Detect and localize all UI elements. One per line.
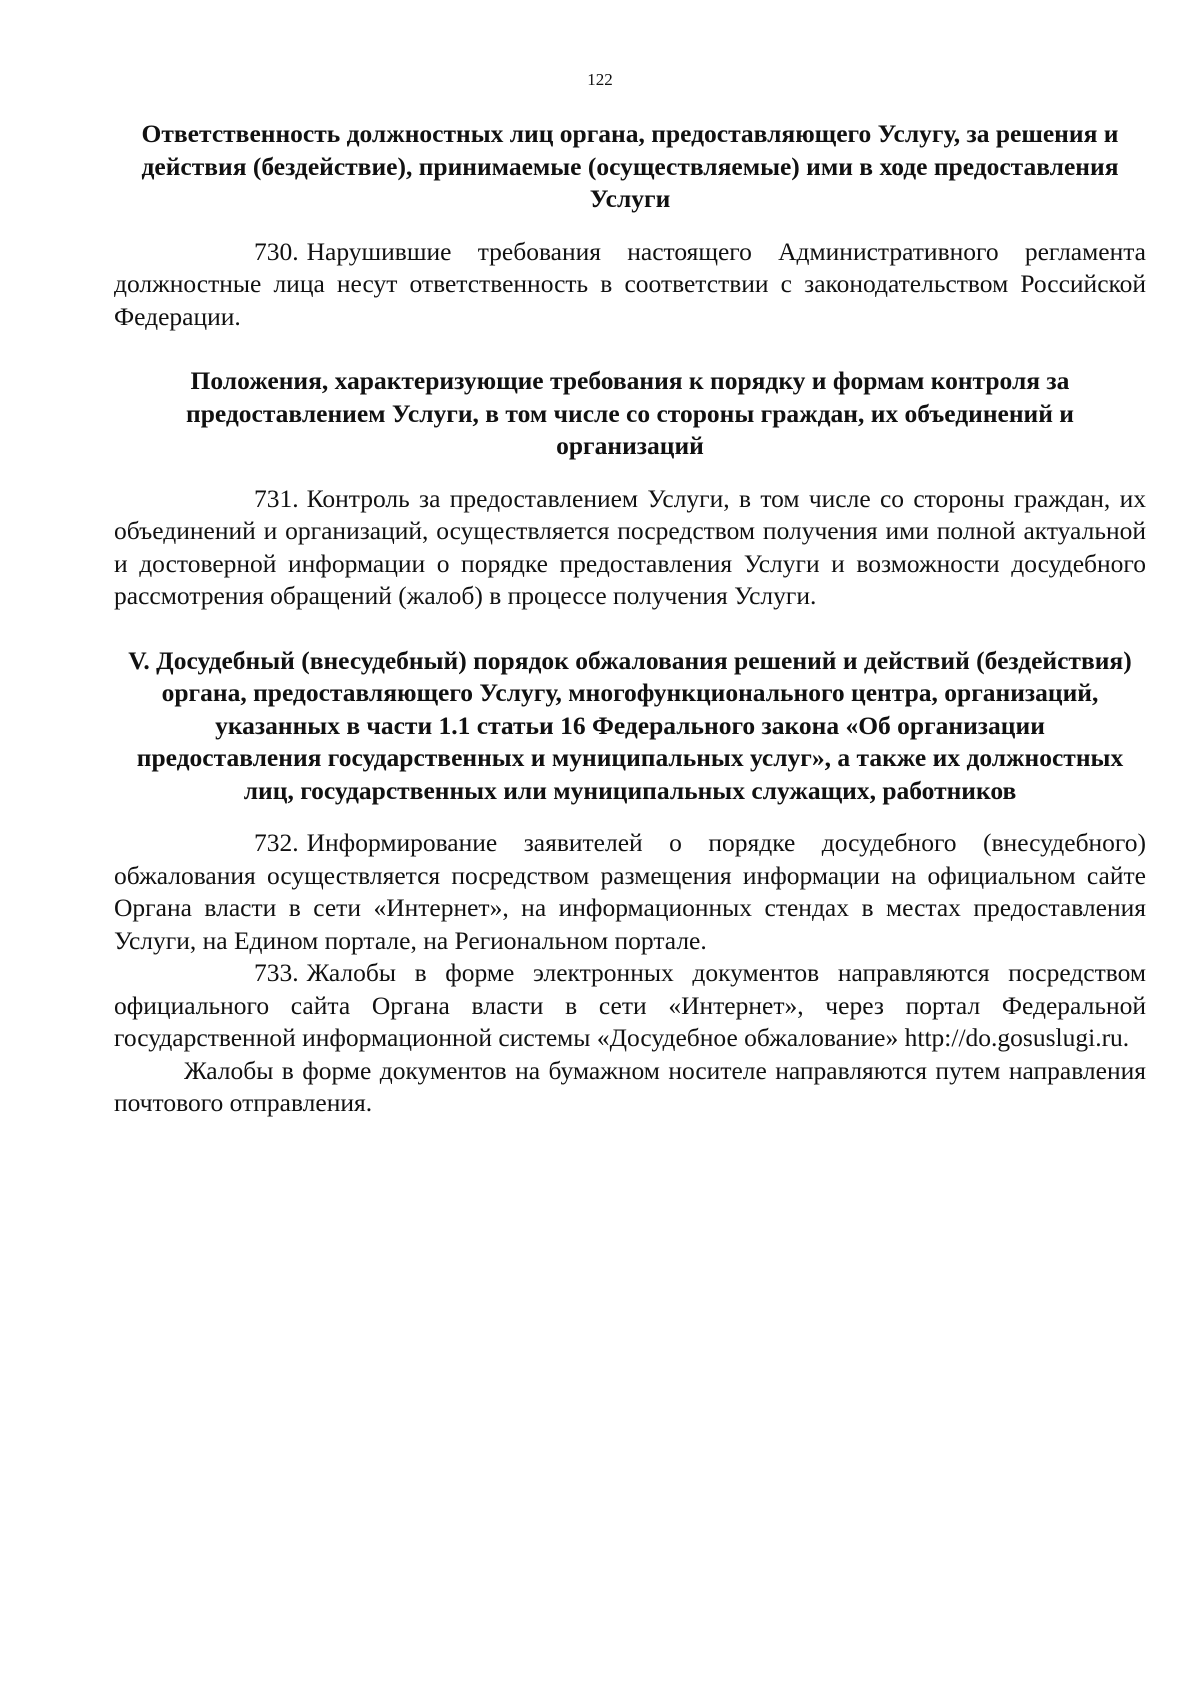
section-heading-appeal: V. Досудебный (внесудебный) порядок обжалования решений и действий (бездействия) органа, предоставляющего Услугу, многофункционального центра, организаций, указанных в части 1.1 статьи 16 Федерального закона «Об организации предоставления государственных и муниципальных услуг», а также их должностных лиц, государственных или муниципальных служащих, работников [128, 645, 1132, 805]
paragraph-text: Информирование заявителей о порядке досудебного (внесудебного) обжалования осуществляется посредством размещения информации на официальном сайте Органа власти в сети «Интернет», на информационных стендах в местах предоставления Услуги, на Едином портале, на Региональном портале. [114, 828, 1146, 955]
paragraph-733 [114, 957, 1146, 1055]
document-body [114, 118, 1146, 1120]
paragraph-number: 730. [254, 236, 299, 266]
paragraph-paper-complaints [114, 1055, 1146, 1120]
paragraph-731 [114, 483, 1146, 613]
paragraph-number: 733. [254, 958, 299, 987]
paragraph-number: 732. [254, 828, 299, 857]
paragraph-732 [114, 827, 1146, 957]
paragraph-text: Контроль за предоставлением Услуги, в том числе со стороны граждан, их объединений и организаций, осуществляется посредством получения ими полной актуальной и достоверной информации о порядке предоставления Услуги и возможности досудебного рассмотрения обращений (жалоб) в процессе получения Услуги. [114, 483, 1146, 610]
paragraph-number: 731. [254, 483, 299, 513]
page-number: 122 [587, 70, 613, 89]
paragraph-text: Жалобы в форме электронных документов направляются посредством официального сайта Органа власти в сети «Интернет», через портал Федеральной государственной информационной системы «Досудебное обжалование» http://do.gosuslugi.ru. [114, 958, 1146, 1052]
paragraph-text: Нарушившие требования настоящего Административного регламента должностные лица несут ответственность в соответствии с законодательством Российской Федерации. [114, 236, 1146, 331]
paragraph-730 [114, 236, 1146, 334]
section-heading-control: Положения, характеризующие требования к порядку и формам контроля за предоставлением Услуги, в том числе со стороны граждан, их объединений и организаций [186, 366, 1074, 460]
paragraph-text: Жалобы в форме документов на бумажном носителе направляются путем направления почтового отправления. [114, 1055, 1146, 1117]
section-heading-responsibility: Ответственность должностных лиц органа, предоставляющего Услугу, за решения и действия (бездействие), принимаемые (осуществляемые) ими в ходе предоставления Услуги [141, 119, 1119, 213]
